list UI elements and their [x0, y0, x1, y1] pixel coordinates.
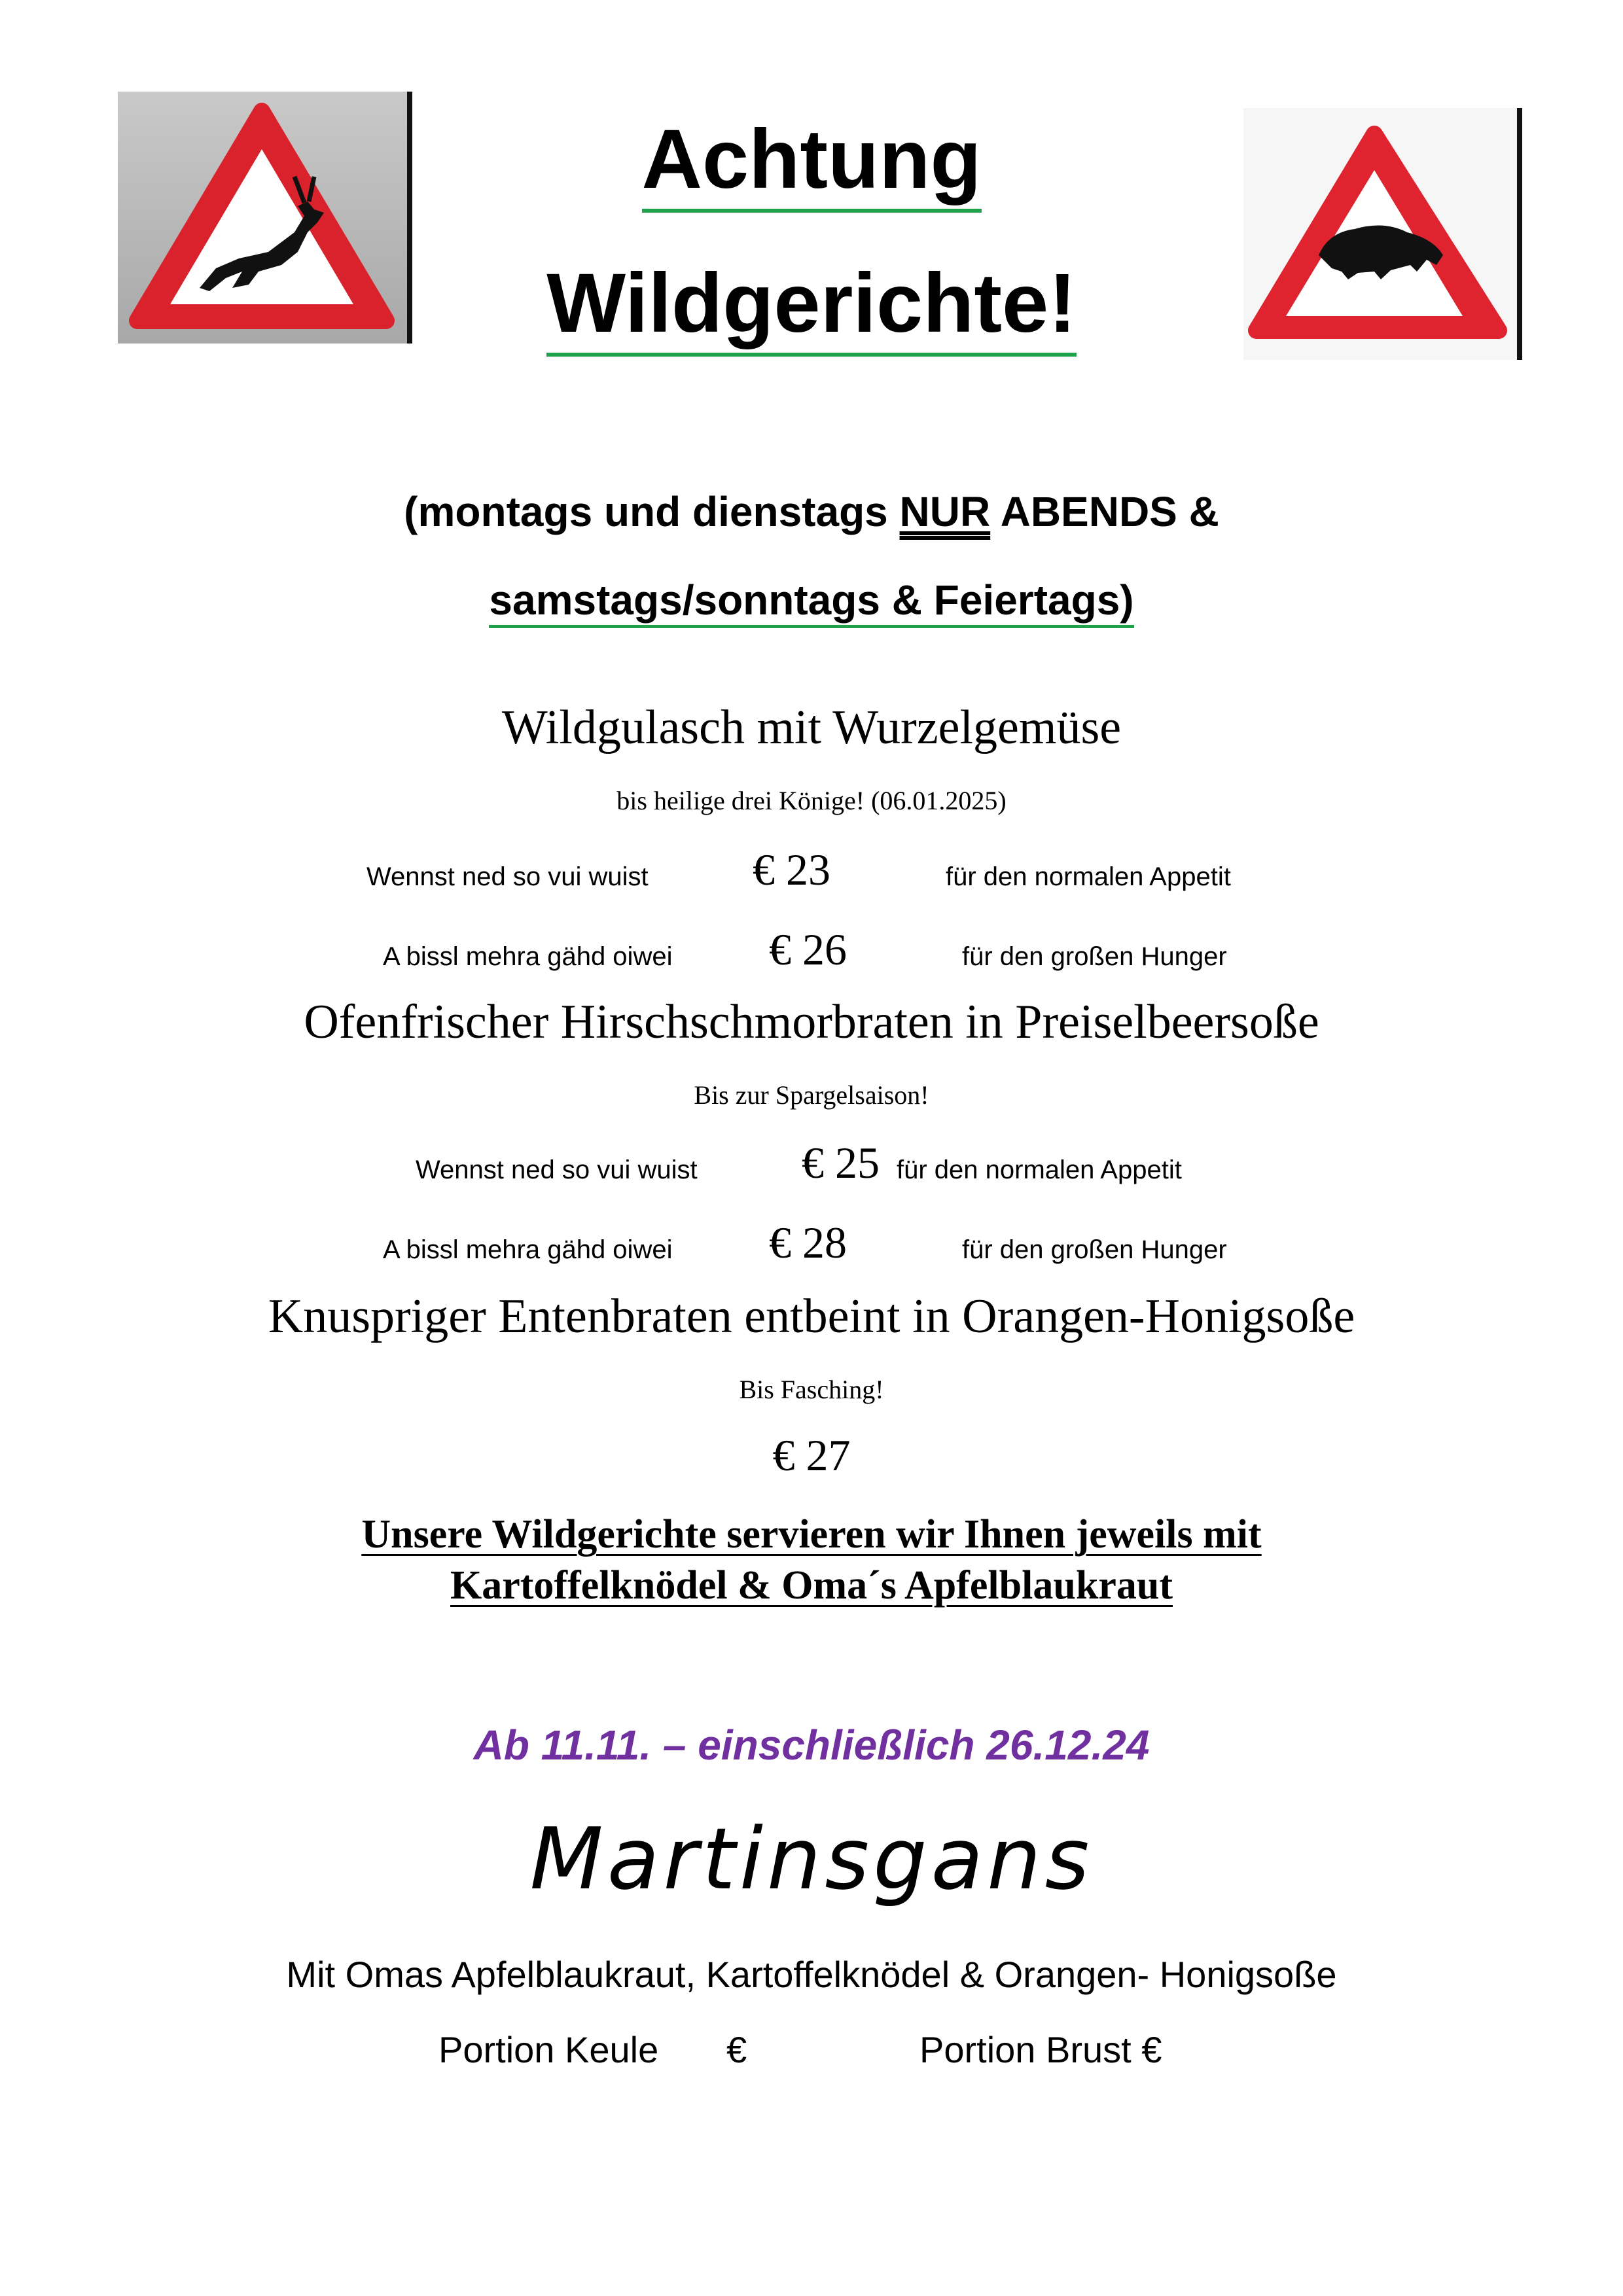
dish-3-price: € 27: [772, 1430, 851, 1480]
schedule-line-2: samstags/sonntags & Feiertags): [0, 576, 1623, 624]
dish-2-name: Ofenfrischer Hirschschmorbraten in Preiselbeersoße: [304, 995, 1319, 1049]
goose-period: Ab 11.11. – einschließlich 26.12.24: [473, 1722, 1150, 1769]
goose-description: Mit Omas Apfelblaukraut, Kartoffelknödel & Orangen- Honigsoße: [286, 1954, 1337, 1995]
dish-2-option-2-label: A bissl mehra gähd oiwei: [383, 1235, 673, 1264]
sides-line-2: Kartoffelknödel & Oma´s Apfelblaukraut: [450, 1563, 1173, 1608]
goose-portion-leg-price: €: [726, 2029, 747, 2070]
dish-3-name: Knuspriger Entenbraten entbeint in Orangen-Honigsoße: [268, 1290, 1355, 1343]
dish-2-option-2-price: € 28: [769, 1218, 847, 1267]
dish-2-option-1-label: Wennst ned so vui wuist: [416, 1156, 698, 1184]
sides-line-1: Unsere Wildgerichte servieren wir Ihnen jeweils mit: [361, 1512, 1262, 1557]
dish-1-option-2-desc: für den großen Hunger: [962, 942, 1227, 971]
schedule-emphasis: NUR: [899, 488, 991, 535]
title-line-1: Achtung: [0, 118, 1623, 202]
goose-portion-breast: Portion Brust €: [919, 2029, 1162, 2070]
dish-2-option-1-price: € 25: [802, 1138, 880, 1188]
title-line-2: Wildgerichte!: [0, 262, 1623, 345]
dish-1-name: Wildgulasch mit Wurzelgemüse: [501, 701, 1122, 754]
dish-1-note: bis heilige drei Könige! (06.01.2025): [616, 786, 1007, 815]
dish-1-option-2-price: € 26: [769, 925, 847, 974]
goose-portion-leg: Portion Keule: [438, 2029, 659, 2070]
dish-2-option-2-desc: für den großen Hunger: [962, 1235, 1227, 1264]
dish-1-option-1-desc: für den normalen Appetit: [946, 862, 1231, 891]
dish-3-note: Bis Fasching!: [739, 1375, 884, 1404]
dish-2-note: Bis zur Spargelsaison!: [694, 1080, 929, 1110]
schedule-line-1: (montags und dienstags NUR ABENDS &: [404, 488, 1219, 535]
dish-2-option-1-desc: für den normalen Appetit: [897, 1156, 1182, 1184]
goose-title: Martinsgans: [529, 1809, 1094, 1909]
dish-1-option-1-price: € 23: [753, 845, 830, 894]
dish-1-option-1-label: Wennst ned so vui wuist: [366, 862, 649, 891]
dish-1-option-2-label: A bissl mehra gähd oiwei: [383, 942, 673, 971]
